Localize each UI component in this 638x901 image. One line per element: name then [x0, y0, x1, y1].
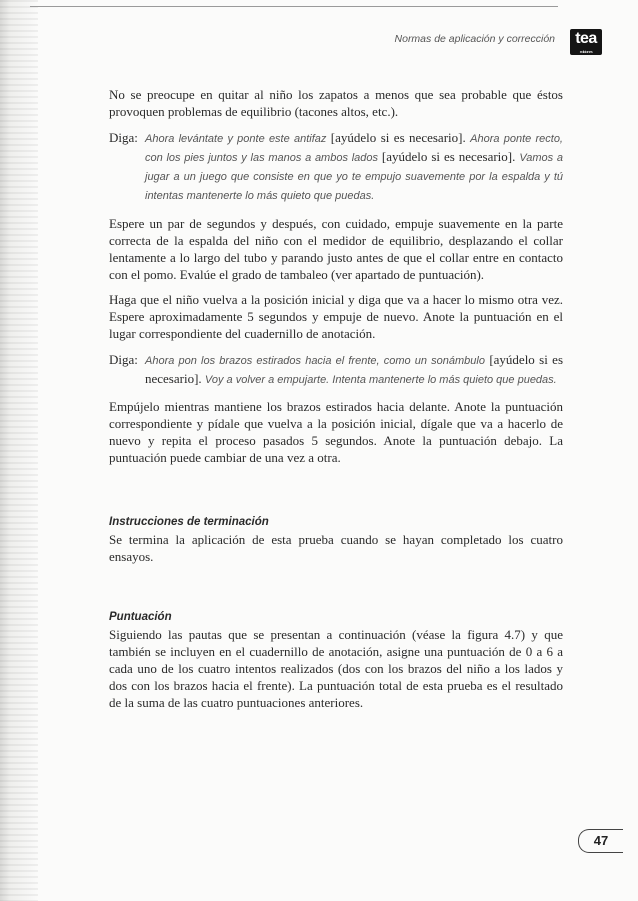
section-heading-scoring: Puntuación [109, 611, 172, 623]
spoken-text: Vamos a jugar a un juego que consiste en que yo te empujo suavemente por la espalda y tú intentas mantenerte lo más quieto que puedas. [145, 152, 563, 202]
spoken-text: Ahora levántate y ponte este antifaz [145, 133, 327, 145]
spoken-text: Ahora pon los brazos estirados hacia el frente, como un sonámbulo [145, 355, 485, 367]
instruction-diga-2 [109, 351, 563, 389]
diga-label: Diga: [109, 352, 138, 367]
running-header: Normas de aplicación y corrección [394, 33, 555, 45]
paragraph-shoes: No se preocupe en quitar al niño los zapatos a menos que sea probable que éstos provoquen problemas de equilibrio (tacones altos, etc.). [109, 87, 563, 119]
examiner-note: [ayúdelo si es necesario]. [378, 149, 520, 164]
examiner-note: [ayúdelo si es necesario]. [326, 130, 471, 145]
paragraph-repeat: Haga que el niño vuelva a la posición inicial y diga que va a hacer lo mismo otra vez. Espere aproximadamente 5 segundos y empuje de nuevo. Anote la puntuación en el lugar correspondiente del cuadernillo de anotación. [109, 292, 563, 341]
paragraph-push: Espere un par de segundos y después, con cuidado, empuje suavemente en la parte correcta de la espalda del niño con el medidor de equilibrio, desplazando el collar lentamente a lo largo del tubo y parando justo antes de que el collar entre en contacto con el pomo. Evalúe el grado de tambaleo (ver apartado de puntuación). [109, 216, 563, 282]
logo-text: tea [575, 30, 597, 47]
section-heading-termination: Instrucciones de terminación [109, 516, 269, 528]
examiner-note: [ayúdelo si es necesario]. [145, 352, 563, 386]
section-text-termination: Se termina la aplicación de esta prueba cuando se hayan completado los cuatro ensayos. [109, 532, 563, 564]
publisher-logo [570, 29, 602, 55]
logo-subtext: ediciones [579, 49, 593, 54]
diga-label: Diga: [109, 130, 138, 145]
top-rule [30, 6, 558, 7]
book-spine-shadow [0, 0, 38, 901]
diga-text [145, 129, 563, 205]
page-number: 47 [578, 829, 623, 853]
spoken-text: Voy a volver a empujarte. Intenta mantenerte lo más quieto que puedas. [204, 374, 557, 386]
spoken-text: Ahora ponte recto, con los pies juntos y las manos a ambos lados [145, 133, 563, 164]
diga-text [145, 351, 563, 389]
section-text-scoring: Siguiendo las pautas que se presentan a continuación (véase la figura 4.7) y que también se incluyen en el cuadernillo de anotación, asigne una puntuación de 0 a 6 a cada uno de los cuatro intentos realizados (dos con los brazos del niño a los lados y dos con los brazos hacia el frente). La puntuación total de esta prueba es el resultado de la suma de las cuatro puntuaciones anteriores. [109, 627, 563, 710]
instruction-diga-1 [109, 129, 563, 205]
paragraph-arms: Empújelo mientras mantiene los brazos estirados hacia delante. Anote la puntuación correspondiente y pídale que vuelva a la posición inicial, dígale que va a hacerlo de nuevo y repita el proceso pasados 5 segundos. Anote la puntuación debajo. La puntuación puede cambiar de una vez a otra. [109, 399, 563, 465]
main-content [109, 86, 563, 711]
